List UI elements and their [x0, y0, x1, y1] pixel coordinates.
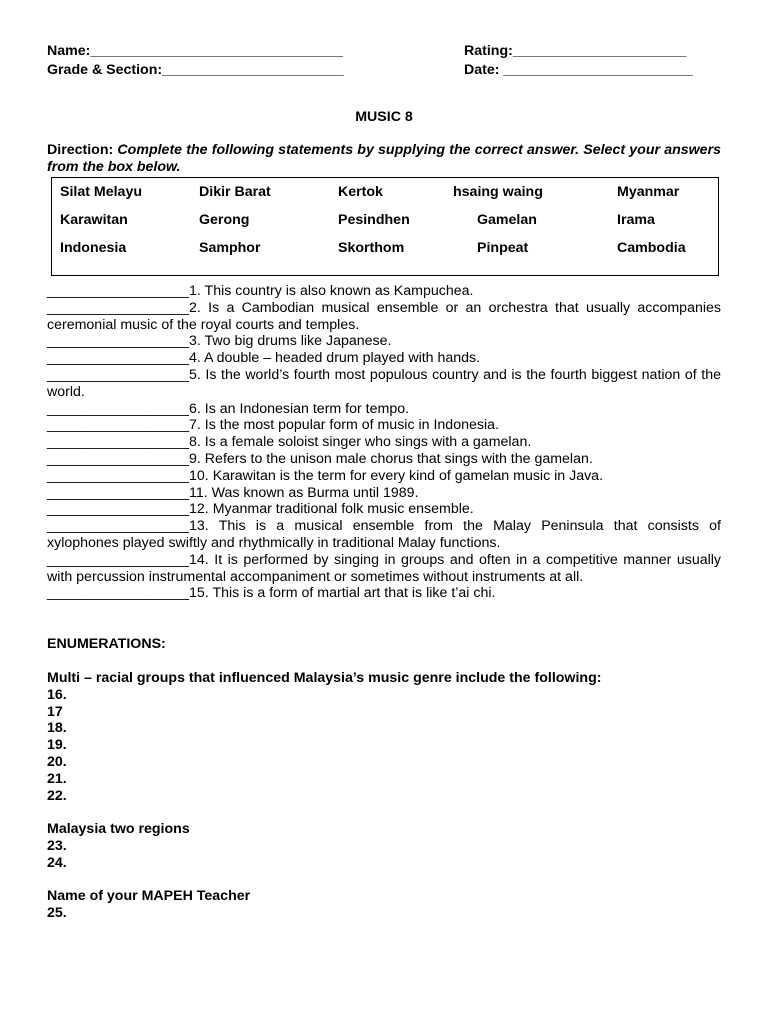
question-text: 15. This is a form of martial art that is like t’ai chi. — [189, 585, 496, 602]
word-choice: Silat Melayu — [60, 184, 143, 200]
question-item — [47, 350, 721, 367]
rating-field[interactable]: Rating:______________________ — [464, 43, 687, 59]
answer-blank[interactable]: __________________ — [47, 417, 190, 434]
word-choice: Cambodia — [617, 240, 686, 256]
enumeration-section-3 — [47, 888, 727, 922]
answer-blank[interactable]: __________________ — [47, 585, 190, 602]
word-choice: Pesindhen — [338, 212, 410, 228]
question-text: 11. Was known as Burma until 1989. — [189, 484, 419, 501]
enumeration-number[interactable]: 23. — [47, 837, 67, 854]
word-choice: Karawitan — [60, 212, 128, 228]
question-text: 5. Is the world’s fourth most populous country and is the fourth biggest nation of the world. — [47, 366, 721, 400]
question-text: 6. Is an Indonesian term for tempo. — [189, 400, 410, 417]
grade-section-field[interactable]: Grade & Section:_______________________ — [47, 62, 344, 78]
question-item — [47, 401, 721, 418]
question-text: 4. A double – headed drum played with hands. — [189, 350, 481, 367]
question-item — [47, 552, 721, 586]
answer-blank[interactable]: __________________ — [47, 501, 190, 518]
word-choice: Gamelan — [477, 212, 537, 228]
answer-blank[interactable]: __________________ — [47, 400, 190, 417]
direction-text: Complete the following statements by supplying the correct answer. Select your answers from the box below. — [47, 142, 721, 175]
question-item — [47, 333, 721, 350]
question-text: 3. Two big drums like Japanese. — [189, 333, 392, 350]
enumeration-question: Malaysia two regions — [47, 821, 190, 837]
question-item — [47, 451, 721, 468]
answer-blank[interactable]: __________________ — [47, 299, 190, 316]
question-item — [47, 468, 721, 485]
word-choice: Pinpeat — [477, 240, 529, 256]
word-choice: Kertok — [338, 184, 383, 200]
direction-label: Direction: — [47, 142, 114, 158]
question-item — [47, 485, 721, 502]
answer-blank[interactable]: __________________ — [47, 283, 190, 299]
enumeration-number[interactable]: 19. — [47, 737, 67, 754]
answer-blank[interactable]: __________________ — [47, 434, 190, 451]
enumeration-section-2 — [47, 821, 727, 871]
enumeration-number[interactable]: 17 — [47, 703, 63, 720]
word-choice: Samphor — [199, 240, 261, 256]
question-item — [47, 585, 721, 602]
question-text: 8. Is a female soloist singer who sings with a gamelan. — [189, 434, 532, 451]
word-choice: hsaing waing — [453, 184, 543, 200]
question-list — [47, 283, 721, 602]
question-item — [47, 417, 721, 434]
enumeration-number[interactable]: 20. — [47, 753, 67, 770]
question-item — [47, 300, 721, 334]
question-text: 12. Myanmar traditional folk music ensemble. — [189, 501, 474, 518]
word-choice: Irama — [617, 212, 655, 228]
enumerations-heading: ENUMERATIONS: — [47, 636, 166, 652]
enumeration-question: Multi – racial groups that influenced Malaysia’s music genre include the following: — [47, 670, 602, 686]
enumeration-number[interactable]: 22. — [47, 787, 67, 804]
question-text: 2. Is a Cambodian musical ensemble or an orchestra that usually accompanies ceremonial music of the royal courts and temples. — [47, 299, 721, 333]
question-item — [47, 367, 721, 401]
answer-blank[interactable]: __________________ — [47, 333, 190, 350]
enumeration-question: Name of your MAPEH Teacher — [47, 888, 251, 904]
direction-paragraph — [47, 142, 721, 176]
enumeration-number[interactable]: 16. — [47, 686, 67, 703]
word-choice: Gerong — [199, 212, 250, 228]
answer-word-box — [51, 177, 719, 276]
question-text: 1. This country is also known as Kampuchea. — [189, 283, 474, 299]
answer-blank[interactable]: __________________ — [47, 518, 190, 535]
page-title: MUSIC 8 — [355, 109, 413, 125]
question-item — [47, 501, 721, 518]
answer-blank[interactable]: __________________ — [47, 350, 190, 367]
enumeration-section-1 — [47, 670, 727, 804]
question-item — [47, 518, 721, 552]
word-choice: Myanmar — [617, 184, 680, 200]
word-choice: Indonesia — [60, 240, 127, 256]
enumeration-number[interactable]: 21. — [47, 770, 67, 787]
answer-blank[interactable]: __________________ — [47, 366, 190, 383]
question-text: 9. Refers to the unison male chorus that sings with the gamelan. — [189, 450, 593, 467]
enumeration-number[interactable]: 18. — [47, 720, 67, 737]
question-text: 10. Karawitan is the term for every kind of gamelan music in Java. — [189, 467, 604, 484]
answer-blank[interactable]: __________________ — [47, 551, 190, 568]
answer-blank[interactable]: __________________ — [47, 467, 190, 484]
question-text: 7. Is the most popular form of music in Indonesia. — [189, 417, 499, 434]
question-text: 14. It is performed by singing in groups and often in a competitive manner usually with percussion instrumental accompaniment or sometimes without instruments at all. — [47, 551, 721, 585]
enumeration-number[interactable]: 25. — [47, 904, 67, 921]
word-choice: Skorthom — [338, 240, 405, 256]
answer-blank[interactable]: __________________ — [47, 484, 190, 501]
question-text: 13. This is a musical ensemble from the Malay Peninsula that consists of xylophones played swiftly and rhythmically in traditional Malay functions. — [47, 518, 721, 551]
date-field[interactable]: Date: ________________________ — [464, 62, 693, 78]
question-item — [47, 283, 721, 300]
answer-blank[interactable]: __________________ — [47, 450, 190, 467]
name-field[interactable]: Name:________________________________ — [47, 43, 343, 59]
question-item — [47, 434, 721, 451]
word-choice: Dikir Barat — [199, 184, 271, 200]
enumeration-number[interactable]: 24. — [47, 854, 67, 871]
